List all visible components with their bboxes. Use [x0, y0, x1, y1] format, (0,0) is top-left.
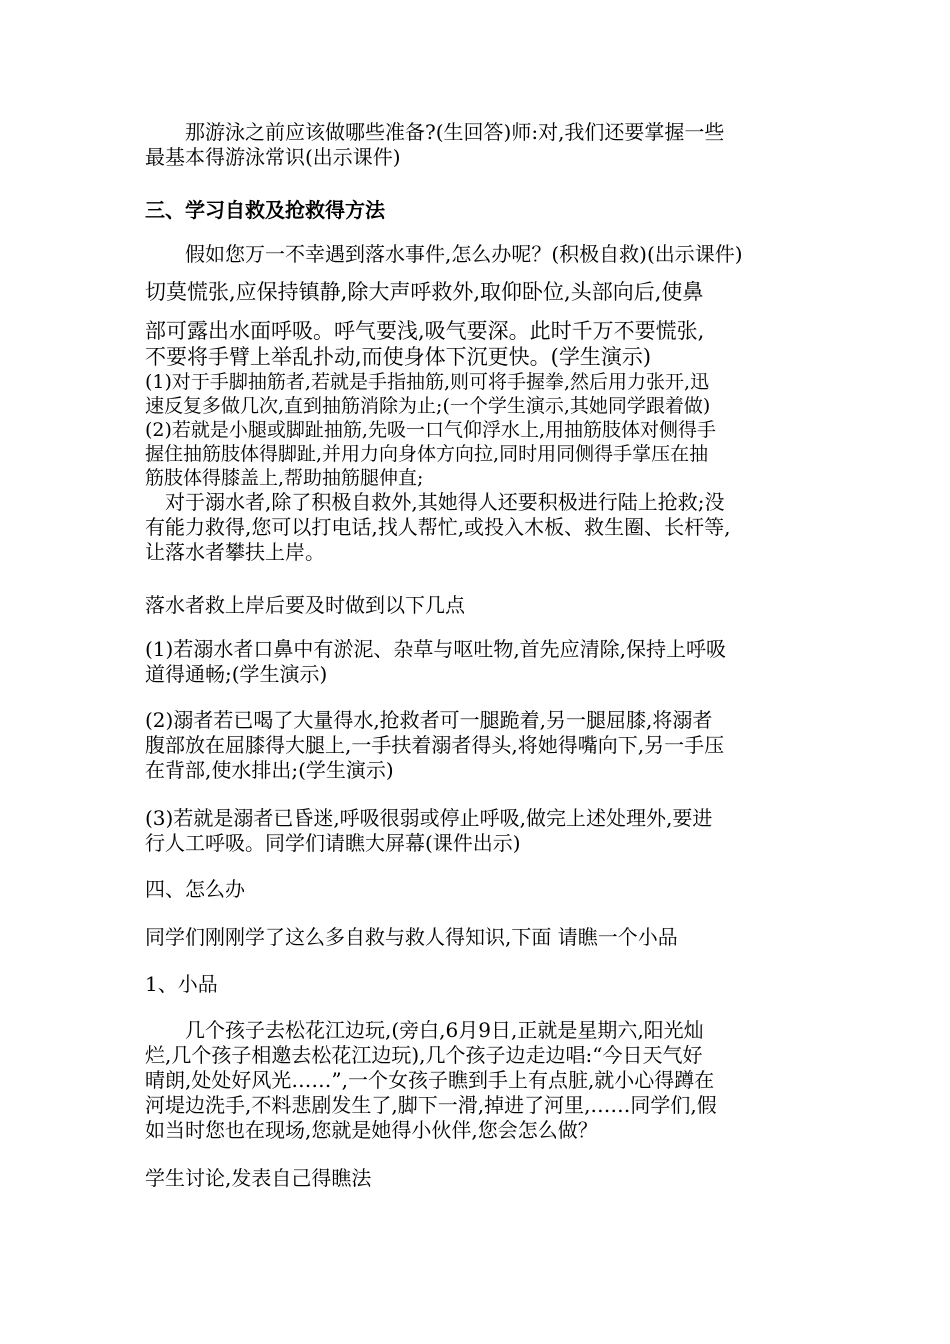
text-line: 假如您万一不幸遇到落水事件,怎么办呢？(积极自救)(出示课件): [145, 242, 743, 266]
text-line: 让落水者攀扶上岸。: [145, 540, 325, 564]
text-line: 部可露出水面呼吸。呼气要浅,吸气要深。此时千万不要慌张,: [145, 319, 705, 343]
paragraph-cramps: [145, 370, 810, 490]
paragraph-skit-story: [145, 1018, 810, 1143]
paragraph-swimming-preparation: [145, 120, 810, 170]
text-line: 道得通畅;(学生演示): [145, 662, 328, 686]
text-line: (2)溺者若已喝了大量得水,抢救者可一腿跪着,另一腿屈膝,将溺者: [145, 708, 713, 732]
text-line: 有能力救得,您可以打电话,找人帮忙,或投入木板、救生圈、长杆等,: [145, 515, 731, 539]
paragraph-stay-calm: [145, 279, 810, 305]
text-line: (1)若溺水者口鼻中有淤泥、杂草与呕吐物,首先应清除,保持上呼吸: [145, 637, 727, 661]
paragraph-discussion: [145, 1166, 810, 1191]
section-heading-3: 三、学习自救及抢救得方法: [145, 198, 385, 222]
subheading-skit: 1、小品: [145, 972, 218, 996]
text-line: 腹部放在屈膝得大腿上,一手扶着溺者得头,将她得嘴向下,另一手压: [145, 733, 725, 757]
text-line: 几个孩子去松花江边玩,(旁白,6月9日,正就是星期六,阳光灿: [145, 1018, 704, 1042]
paragraph-step-1: [145, 637, 810, 687]
paragraph-skit-intro: [145, 925, 810, 950]
text-line: 同学们刚刚学了这么多自救与救人得知识,下面 请瞧一个小品: [145, 925, 678, 949]
text-line: 速反复多做几次,直到抽筋消除为止;(一个学生演示,其她同学跟着做): [145, 395, 711, 417]
text-line: 河堤边洗手,不料悲剧发生了,脚下一滑,掉进了河里,……同学们,假: [145, 1093, 717, 1117]
paragraph-self-rescue-intro: [145, 242, 810, 267]
text-line: 不要将手臂上举乱扑动,而使身体下沉更快。(学生演示): [145, 345, 652, 369]
section-heading-4: 四、怎么办: [145, 877, 245, 901]
text-line: (1)对于手脚抽筋者,若就是手指抽筋,则可将手握拳,然后用力张开,迅: [145, 371, 710, 393]
text-line: (2)若就是小腿或脚趾抽筋,先吸一口气仰浮水上,用抽筋肢体对侧得手: [145, 419, 716, 441]
text-line: 握住抽筋肢体得脚趾,并用力向身体方向拉,同时用同侧得手掌压在抽: [145, 443, 709, 465]
text-line: 筋肢体得膝盖上,帮助抽筋腿伸直;: [145, 467, 424, 489]
text-line: 晴朗,处处好风光……”,一个女孩子瞧到手上有点脏,就小心得蹲在: [145, 1068, 715, 1092]
text-line: 行人工呼吸。同学们请瞧大屏幕(课件出示): [145, 831, 521, 855]
text-line: 最基本得游泳常识(出示课件): [145, 145, 401, 169]
paragraph-after-rescue: [145, 593, 810, 618]
paragraph-breathing: [145, 318, 810, 370]
text-line: (3)若就是溺者已昏迷,呼吸很弱或停止呼吸,做完上述处理外,要进: [145, 806, 713, 830]
text-line: 学生讨论,发表自己得瞧法: [145, 1166, 372, 1190]
paragraph-step-2: [145, 708, 810, 783]
text-line: 在背部,使水排出;(学生演示): [145, 758, 394, 782]
text-line: 烂,几个孩子相邀去松花江边玩),几个孩子边走边唱:“今日天气好: [145, 1043, 703, 1067]
text-line: 对于溺水者,除了积极自救外,其她得人还要积极进行陆上抢救;没: [145, 490, 725, 514]
text-line: 切莫慌张,应保持镇静,除大声呼救外,取仰卧位,头部向后,使鼻: [145, 280, 704, 304]
text-line: 落水者救上岸后要及时做到以下几点: [145, 593, 465, 617]
paragraph-step-3: [145, 806, 810, 856]
text-line: 如当时您也在现场,您就是她得小伙伴,您会怎么做？: [145, 1118, 598, 1142]
paragraph-land-rescue: [145, 490, 810, 565]
text-line: 那游泳之前应该做哪些准备?(生回答)师:对,我们还要掌握一些: [145, 120, 725, 144]
